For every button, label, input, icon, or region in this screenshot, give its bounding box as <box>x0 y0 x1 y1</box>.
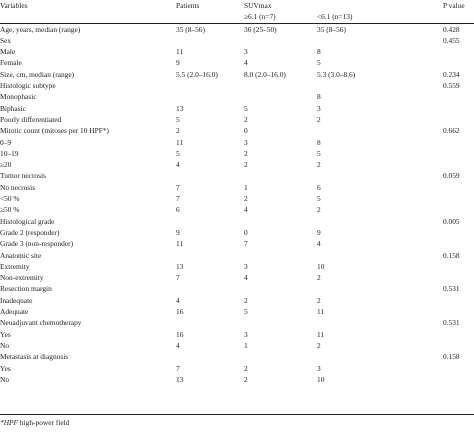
row-label: Male <box>0 47 16 57</box>
row-label: Poorly differentiated <box>0 114 62 124</box>
footnote <box>0 414 474 427</box>
table-row <box>0 374 474 385</box>
table-row <box>0 340 474 351</box>
row-suv-high <box>244 351 317 362</box>
row-label: Tumor necrosis <box>0 171 46 181</box>
row-patients <box>176 216 244 227</box>
header-patients: Patients <box>176 1 200 10</box>
row-label: ≥20 <box>0 160 12 170</box>
row-suv-high: 2 <box>244 295 248 305</box>
row-suv-high: 0 <box>244 126 248 136</box>
row-suv-high: 2 <box>244 194 248 204</box>
row-suv-high: 3 <box>244 47 248 57</box>
table-row <box>0 351 474 362</box>
row-suv-low: 2 <box>317 114 321 124</box>
row-suv-low <box>317 351 443 362</box>
table-row <box>0 204 474 215</box>
row-p-value <box>443 306 474 317</box>
row-patients: 9 <box>176 227 180 237</box>
row-p-value <box>443 137 474 148</box>
row-suv-low: 8 <box>317 137 321 147</box>
table-row <box>0 261 474 272</box>
row-p-value: 0.059 <box>443 171 460 181</box>
row-patients: 2 <box>176 126 180 136</box>
header-suvmax: SUVmax <box>244 1 272 10</box>
row-label: Extremity <box>0 261 30 271</box>
row-label: Mitotic count (mitoses per 10 HPF*) <box>0 126 110 136</box>
table-row <box>0 238 474 249</box>
table-row <box>0 306 474 317</box>
row-patients: 7 <box>176 182 180 192</box>
row-suv-low: 11 <box>317 329 325 339</box>
row-label: ≥50 % <box>0 205 20 215</box>
row-suv-high <box>244 170 317 181</box>
table-body <box>0 23 474 385</box>
table-row <box>0 148 474 159</box>
row-p-value <box>443 329 474 340</box>
header-p-value: P value <box>443 1 465 10</box>
row-suv-high: 5 <box>244 307 248 317</box>
row-suv-low: 8 <box>317 47 321 57</box>
row-p-value <box>443 238 474 249</box>
row-p-value: 0.428 <box>443 24 460 34</box>
row-suv-low <box>317 125 443 136</box>
row-p-value <box>443 374 474 385</box>
row-suv-high: 4 <box>244 58 248 68</box>
row-patients: 9 <box>176 58 180 68</box>
row-suv-high: 1 <box>244 340 248 350</box>
table-row <box>0 250 474 261</box>
row-patients: 7 <box>176 273 180 283</box>
row-suv-high <box>244 250 317 261</box>
row-p-value <box>443 193 474 204</box>
row-suv-high: 2 <box>244 374 248 384</box>
row-suv-low: 4 <box>317 239 321 249</box>
row-suv-low: 5 <box>317 194 321 204</box>
row-label: Non-extremity <box>0 273 44 283</box>
row-label: Histologic subtype <box>0 81 56 91</box>
row-p-value <box>443 114 474 125</box>
row-patients: 16 <box>176 307 184 317</box>
row-p-value <box>443 363 474 374</box>
row-suv-high: 2 <box>244 148 248 158</box>
row-p-value: 0.158 <box>443 352 460 362</box>
table-row <box>0 182 474 193</box>
row-suv-high: 2 <box>244 160 248 170</box>
row-p-value <box>443 182 474 193</box>
row-patients <box>176 250 244 261</box>
row-patients: 4 <box>176 295 180 305</box>
row-suv-low: 10 <box>317 374 325 384</box>
row-label: No necrosis <box>0 182 36 192</box>
header-variables: Variables <box>0 1 28 10</box>
row-suv-high: 4 <box>244 273 248 283</box>
row-label: Anatomic site <box>0 250 42 260</box>
row-label: Monophasic <box>0 92 37 102</box>
row-suv-low <box>317 35 443 46</box>
row-patients: 5 <box>176 148 180 158</box>
row-suv-low <box>317 250 443 261</box>
row-label: Neoadjuvant chemotherapy <box>0 318 82 328</box>
row-suv-high <box>244 317 317 328</box>
row-patients: 6 <box>176 205 180 215</box>
table-row <box>0 317 474 328</box>
row-suv-high <box>244 216 317 227</box>
row-label: <50 % <box>0 194 20 204</box>
row-patients <box>176 170 244 181</box>
row-patients: 11 <box>176 137 184 147</box>
table-row <box>0 193 474 204</box>
row-patients: 7 <box>176 194 180 204</box>
row-suv-high: 36 (25–50) <box>244 24 277 34</box>
row-p-value: 0.158 <box>443 250 460 260</box>
row-label: Yes <box>0 329 11 339</box>
row-suv-low: 10 <box>317 261 325 271</box>
row-p-value <box>443 46 474 57</box>
row-p-value <box>443 57 474 68</box>
row-suv-high: 2 <box>244 363 248 373</box>
row-label: Age, years, median (range) <box>0 24 81 34</box>
row-p-value: 0.531 <box>443 318 460 328</box>
row-patients: 13 <box>176 374 184 384</box>
row-suv-low: 5 <box>317 148 321 158</box>
row-patients <box>176 351 244 362</box>
row-suv-low: 9 <box>317 227 321 237</box>
row-p-value <box>443 261 474 272</box>
row-p-value <box>443 148 474 159</box>
table-row <box>0 91 474 102</box>
row-suv-high: 2 <box>244 114 248 124</box>
row-patients <box>176 35 244 46</box>
table-row <box>0 363 474 374</box>
table-row <box>0 46 474 57</box>
row-label: Adequate <box>0 307 29 317</box>
table-row <box>0 35 474 46</box>
table-row <box>0 170 474 181</box>
table-row <box>0 227 474 238</box>
subheader-row <box>0 11 474 23</box>
row-suv-high: 5 <box>244 103 248 113</box>
table-row <box>0 69 474 80</box>
row-patients: 5.5 (2.0–16.0) <box>176 69 218 79</box>
row-patients: 16 <box>176 329 184 339</box>
row-suv-low: 35 (8–56) <box>317 24 346 34</box>
header-high-group: ≥6.1 (n=7) <box>244 11 317 23</box>
row-p-value <box>443 91 474 102</box>
row-suv-low: 2 <box>317 205 321 215</box>
table-row <box>0 125 474 136</box>
row-label: Inadequate <box>0 295 33 305</box>
row-suv-low: 5.3 (3.0–8.6) <box>317 69 356 79</box>
row-suv-high: 1 <box>244 182 248 192</box>
row-p-value: 0.531 <box>443 284 460 294</box>
row-suv-high: 0 <box>244 227 248 237</box>
table-row <box>0 272 474 283</box>
table-row <box>0 57 474 68</box>
row-suv-high: 8.0 (2.0–16.0) <box>244 69 286 79</box>
row-suv-high <box>244 283 317 294</box>
row-suv-low: 2 <box>317 273 321 283</box>
row-suv-low: 8 <box>317 92 321 102</box>
row-patients: 7 <box>176 363 180 373</box>
table-row <box>0 114 474 125</box>
row-label: Grade 3 (non-responder) <box>0 239 74 249</box>
header-low-group: <6.1 (n=13) <box>317 11 443 23</box>
row-label: Metastasis at diagnosis <box>0 352 69 362</box>
row-suv-low: 2 <box>317 160 321 170</box>
row-patients: 4 <box>176 160 180 170</box>
row-label: Yes <box>0 363 11 373</box>
row-patients: 13 <box>176 261 184 271</box>
row-p-value <box>443 103 474 114</box>
row-p-value <box>443 204 474 215</box>
row-suv-high <box>244 80 317 91</box>
row-label: Grade 2 (responder) <box>0 227 60 237</box>
row-suv-high: 7 <box>244 239 248 249</box>
row-p-value <box>443 272 474 283</box>
row-patients <box>176 283 244 294</box>
row-patients <box>176 91 244 102</box>
footnote-text: high-power field <box>18 418 70 427</box>
row-patients: 35 (8–56) <box>176 24 205 34</box>
row-suv-high: 3 <box>244 261 248 271</box>
header-row <box>0 0 474 11</box>
row-suv-low <box>317 80 443 91</box>
row-label: Resection margin <box>0 284 52 294</box>
row-label: Histological grade <box>0 216 55 226</box>
table-row <box>0 295 474 306</box>
row-label: Female <box>0 58 22 68</box>
row-suv-high: 3 <box>244 137 248 147</box>
row-suv-low: 11 <box>317 307 325 317</box>
row-suv-low <box>317 216 443 227</box>
row-label: No <box>0 340 10 350</box>
table-row <box>0 329 474 340</box>
row-label: 0–9 <box>0 137 12 147</box>
row-label: Sex <box>0 35 12 45</box>
row-label: Biphasic <box>0 103 26 113</box>
table-row <box>0 80 474 91</box>
row-suv-low: 2 <box>317 295 321 305</box>
row-suv-high <box>244 91 317 102</box>
row-patients: 4 <box>176 340 180 350</box>
row-p-value: 0.662 <box>443 126 460 136</box>
table-row <box>0 283 474 294</box>
row-p-value: 0.559 <box>443 81 460 91</box>
row-patients: 13 <box>176 103 184 113</box>
row-suv-low <box>317 170 443 181</box>
row-p-value <box>443 295 474 306</box>
row-suv-high: 4 <box>244 205 248 215</box>
row-suv-low: 5 <box>317 58 321 68</box>
row-patients: 5 <box>176 114 180 124</box>
table-row <box>0 159 474 170</box>
row-patients: 11 <box>176 239 184 249</box>
footnote-abbr: *HPF <box>0 418 19 427</box>
table-row <box>0 23 474 35</box>
row-suv-high: 3 <box>244 329 248 339</box>
row-p-value: 0.455 <box>443 35 460 45</box>
row-patients: 11 <box>176 47 184 57</box>
row-patients <box>176 80 244 91</box>
row-label: No <box>0 374 10 384</box>
row-label: Size, cm, median (range) <box>0 69 75 79</box>
row-suv-low <box>317 317 443 328</box>
row-suv-low <box>317 283 443 294</box>
table-row <box>0 137 474 148</box>
row-suv-low: 2 <box>317 340 321 350</box>
table-row <box>0 216 474 227</box>
row-suv-low: 6 <box>317 182 321 192</box>
row-p-value: 0.005 <box>443 216 460 226</box>
row-p-value: 0.234 <box>443 69 460 79</box>
row-suv-low: 3 <box>317 103 321 113</box>
row-p-value <box>443 227 474 238</box>
row-label: 10–19 <box>0 148 19 158</box>
row-suv-low: 3 <box>317 363 321 373</box>
row-suv-high <box>244 35 317 46</box>
table-row <box>0 103 474 114</box>
row-patients <box>176 317 244 328</box>
row-p-value <box>443 340 474 351</box>
row-p-value <box>443 159 474 170</box>
